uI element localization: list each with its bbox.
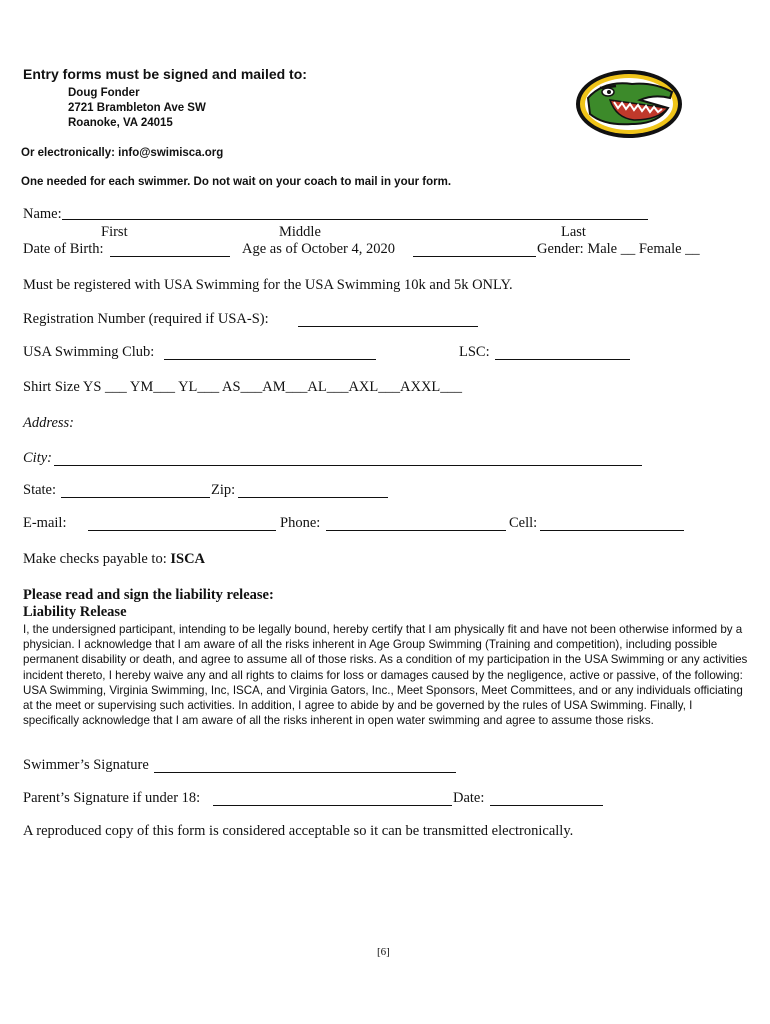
age-label: Age as of October 4, 2020 [242,241,396,257]
registration-field[interactable] [298,326,478,327]
state-field[interactable] [61,497,210,498]
phone-label: Phone: [280,515,321,531]
registration-label: Registration Number (required if USA-S): [23,311,269,327]
age-field[interactable] [413,256,536,257]
liability-body: I, the undersigned participant, intending to be legally bound, hereby certify that I am physically fit and have not been otherwise informed by a physician. I acknowledge that I am aware of all the risks inherent in Age Group Swimming (Training and competition), including possible permanent disability or death, and agree to assume all of those risks. As a condition of my participation in the USA Swimming or any activities incident thereto, I hereby waive any and all rights to claims for loss or damages caused by the negligence, active or passive, of the following: USA Swimming, Virginia Swimming, Inc, ISCA, and Virginia Gators, Inc., Meet Sponsors, Meet Committees, and or any individuals officiating at the meet or supervising such activities. In addition, I agree to abide by and be governed by the rules of USA Swimming. Finally, I specifically acknowledge that I am aware of all the risks inherent in open water swimming and agree to assume those risks. [23,623,748,728]
name-label: Name: [23,206,62,222]
one-needed-note: One needed for each swimmer. Do not wait on your coach to mail in your form. [21,176,452,188]
liability-text [23,622,748,728]
swimmer-signature-field[interactable] [154,772,456,773]
middle-label: Middle [279,224,321,240]
parent-signature-field[interactable] [213,805,452,806]
address-label: Address: [23,415,75,431]
last-label: Last [561,224,586,240]
checks-label: Make checks payable to: [23,551,167,567]
phone-field[interactable] [326,530,506,531]
email-label: E-mail: [23,515,67,531]
gender-label: Gender: Male __ Female __ [537,241,700,257]
first-label: First [101,224,128,240]
gator-logo-icon [574,68,684,140]
page-number: [6] [377,946,390,958]
cell-label: Cell: [509,515,538,531]
city-label: City: [23,450,52,466]
swimmer-signature-label: Swimmer’s Signature [23,757,149,773]
checks-payee: ISCA [170,551,206,567]
state-label: State: [23,482,57,498]
date-label: Date: [453,790,485,806]
usa-registration-note: Must be registered with USA Swimming for the USA Swimming 10k and 5k ONLY. [23,277,513,293]
club-label: USA Swimming Club: [23,344,155,360]
dob-label: Date of Birth: [23,241,104,257]
reproduced-copy-note: A reproduced copy of this form is considered acceptable so it can be transmitted electronically. [23,823,574,839]
lsc-label: LSC: [459,344,490,360]
liability-heading: Please read and sign the liability release: [23,587,274,603]
email-field[interactable] [88,530,276,531]
date-field[interactable] [490,805,603,806]
club-field[interactable] [164,359,376,360]
zip-label: Zip: [211,482,236,498]
electronic-contact: Or electronically: info@swimisca.org [21,147,224,159]
address-city: Roanoke, VA 24015 [68,117,173,129]
name-field[interactable] [62,219,648,220]
dob-field[interactable] [110,256,230,257]
shirt-size-line[interactable]: Shirt Size YS ___ YM___ YL___ AS___AM___AL___AXL___AXXL___ [23,379,463,395]
parent-signature-label: Parent’s Signature if under 18: [23,790,201,806]
checks-payable [23,551,205,568]
address-street: 2721 Brambleton Ave SW [68,102,206,114]
city-field[interactable] [54,465,642,466]
zip-field[interactable] [238,497,388,498]
mailing-title: Entry forms must be signed and mailed to: [23,66,307,82]
lsc-field[interactable] [495,359,630,360]
liability-subheading: Liability Release [23,604,127,620]
address-name: Doug Fonder [68,87,140,99]
cell-field[interactable] [540,530,684,531]
